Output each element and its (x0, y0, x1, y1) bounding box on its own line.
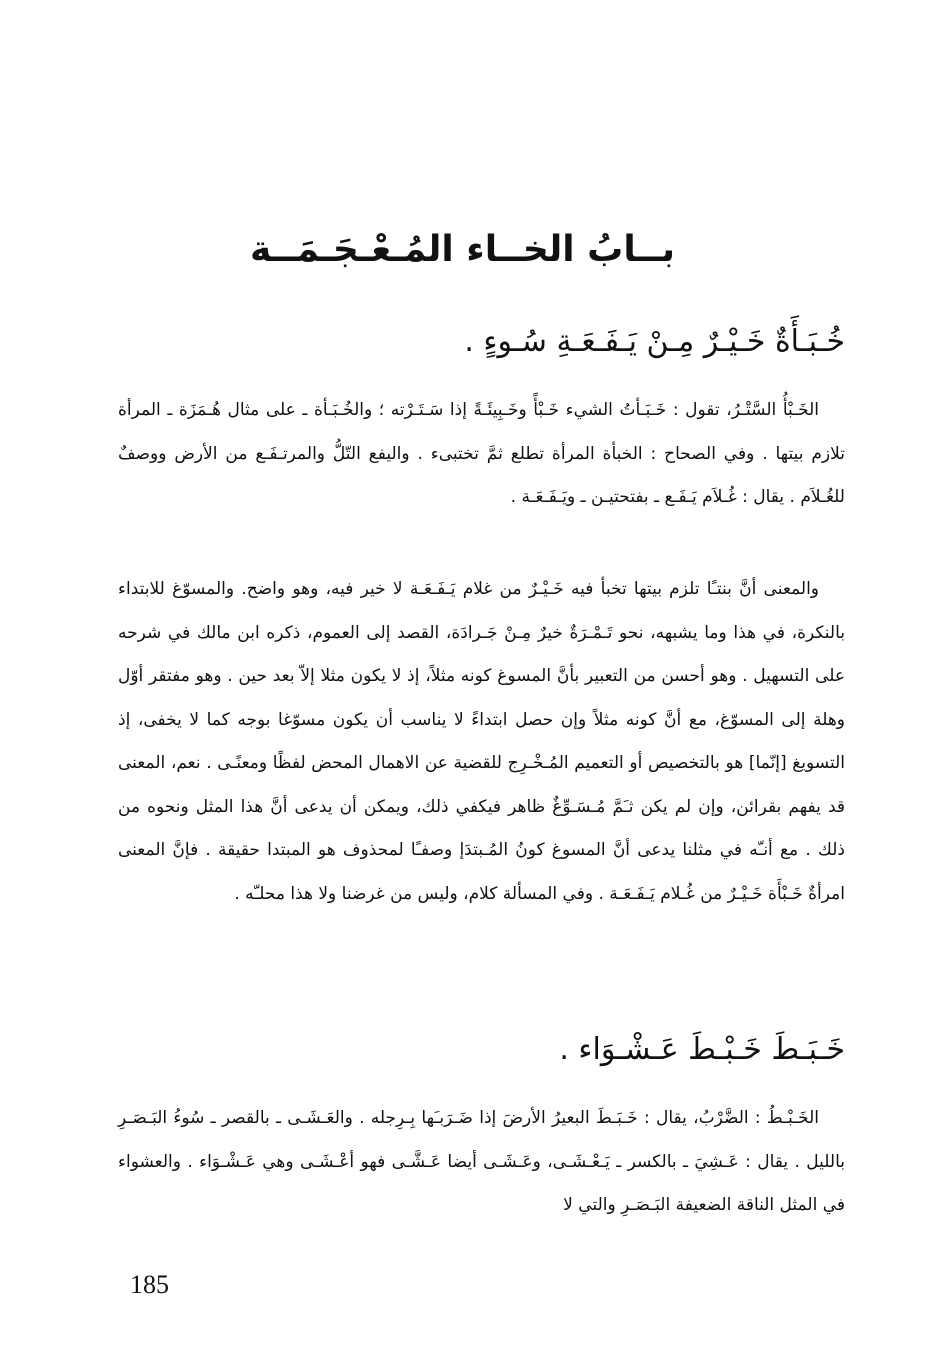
proverb-heading: خَـبَـطَ خَـبْـطَ عَـشْـوَاء . (559, 1032, 845, 1067)
commentary-paragraph: الخَـبْأُ السَّتْـرُ، تقول : خَـبَـأتُ الشيء خَـبْأً وخَـبِيئَـةً إذا سَـتَـرْته ؛ والخُـبَـأة ـ على مثال هُـمَزَة ـ المرأة تلازم بيتها . وفي الصحاح : الخبأة المرأة تطلع ثمَّ تختبىء . واليفع التّلُّ والمرتـفَـع من الأرض ووصفٌ للغُـلاَم . يقال : غُـلاَم يَـفَـع ـ بفتحتيـن ـ ويَـفَـعَـة . (118, 400, 845, 507)
page-number: 185 (130, 1270, 169, 1299)
commentary-paragraph: والمعنى أنَّ بنتـًا تلزم بيتها تخبأ فيه خَـيْـرٌ من غلام يَـفَـعَـة لا خير فيه، وهو واضح. والمسوّغ للابتداء بالنكرة، في هذا وما يشبهه، نحو تَـمْـرَةٌ خيرٌ مِـنْ جَـرادَة، القصد إلى العموم، ذكره ابن مالك في شرحه على التسهيل . وهو أحسن من التعبير بأنَّ المسوغ كونه مثلاً، إذ لا يكون مثلا إلاّ بعد حين . وهو مفتقر أوّل وهلة إلى المسوّغ، مع أنَّ كونه مثلاً وإن حصل ابتداءً لا يناسب أن يكون مسوّغا بوجه كما لا يخفى، إذ التسويغ [إنّما] هو بالتخصيص أو التعميم المُـخْـرِج للقضية عن الاهمال المحض لفظًا ومعنًـى . نعم، المعنى قد يفهم بقرائن، وإن لم يكن ثـَمَّ مُـسَـوِّغٌ ظاهر فيكفي ذلك، ويمكن أن يدعى أنَّ هذا المثل ونحوه من ذلك . مع أنـّه في مثلنا يدعى أنَّ المسوغ كونُ المُـبتدَإ وصفـًا لمحذوف هو المبتدا حقيقة . فإنَّ المعنى امرأةٌ خَـبْأَة خَـيْـرٌ من غُـلام يَـفَـعَـة . وفي المسألة كلام، وليس من غرضنا ولا هذا محلـّه . (118, 579, 845, 904)
chapter-title: بــابُ الخــاء المُـعْـجَـمَــة (250, 229, 675, 270)
commentary-paragraph: الخَـبْـطُ : الضَّرْبُ، يقال : خَـبَـطَ البعيرُ الأرضَ إذا ضَـرَبـَها بِـرِجله . والعَـشَـى ـ بالقصر ـ سُوءُ البَـصَـرِ بالليل . يقال : عَـشِيَ ـ بالكسر ـ يَـعْـشَـى، وعَـشَـى أيضا عَـشَّـى فهو أعْـشَـى وهي عَـشْـوَاء . والعشواء في المثل الناقة الضعيفة البَـصَـرِ والتي لا (118, 1108, 845, 1215)
proverb-heading: خُـبَـأَةٌ خَـيْـرٌ مِـنْ يَـفَـعَـةِ سُـوءٍ . (464, 324, 845, 359)
